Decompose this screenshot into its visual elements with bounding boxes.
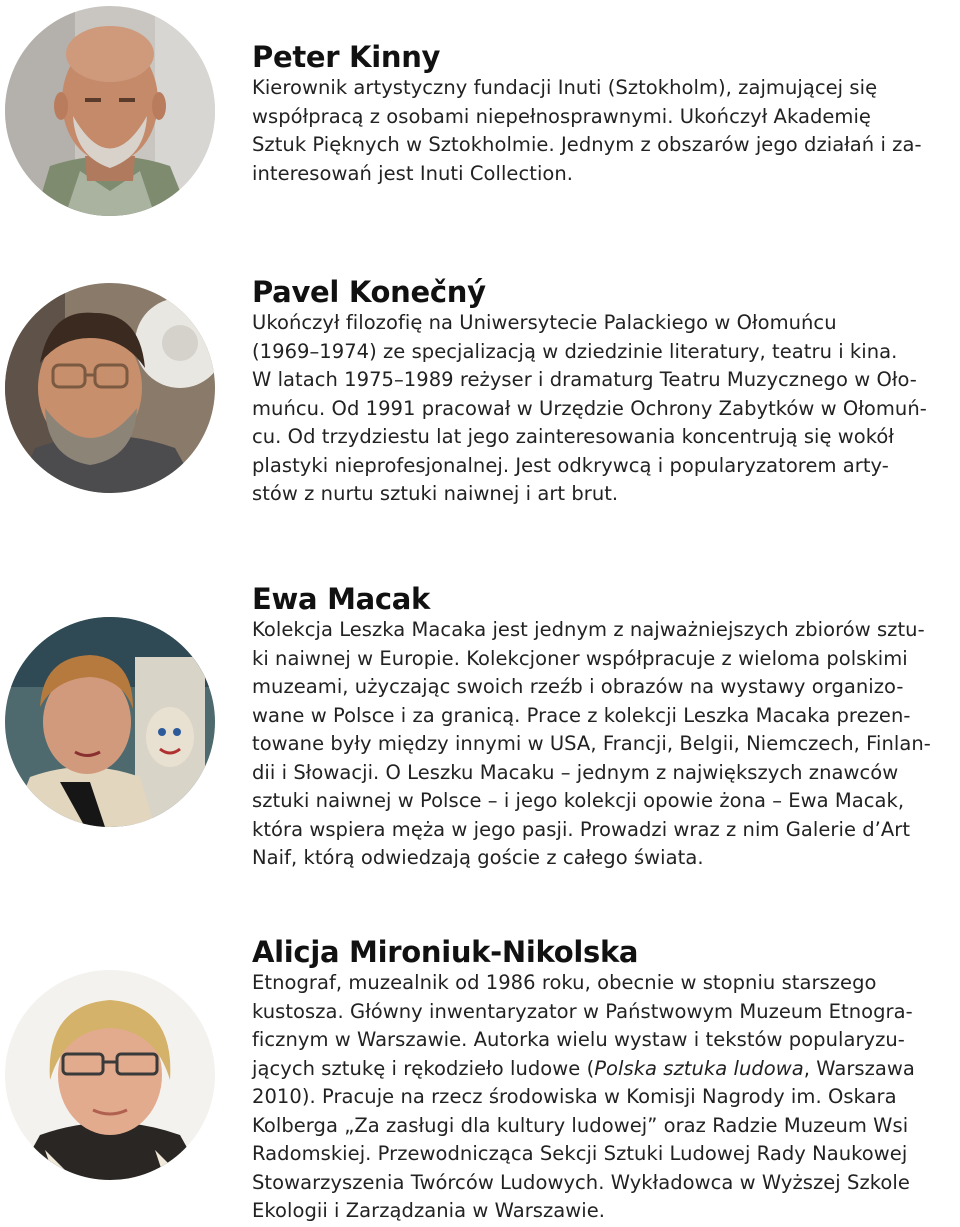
bio-line: ficznym w Warszawie. Autorka wielu wystaw i tekstów popularyzu- [252,1028,905,1051]
bio-line: sztuki naiwnej w Polsce – i jego kolekcji opowie żona – Ewa Macak, [252,789,905,812]
person-name: Pavel Konečný [252,275,486,309]
bio-line: muńcu. Od 1991 pracował w Urzędzie Ochrony Zabytków w Ołomuń- [252,396,927,420]
portrait-photo-alicja-mironiuk-nikolska [5,970,215,1180]
bio-line: Etnograf, muzealnik od 1986 roku, obecnie w stopniu starszego [252,971,877,994]
bio-line: W latach 1975–1989 reżyser i dramaturg Teatru Muzycznego w Oło- [252,368,917,391]
bio-line: wane w Polsce i za granicą. Prace z kolekcji Leszka Macaka prezen- [252,703,911,727]
bio-line: muzeami, użyczając swoich rzeźb i obrazów na wystawy organizo- [252,675,904,698]
person-name: Alicja Mironiuk-Nikolska [252,935,639,969]
bio-line: Ukończył filozofię na Uniwersytecie Palackiego w Ołomuńcu [252,311,837,334]
bio-line: cu. Od trzydziestu lat jego zainteresowania koncentrują się wokół [252,425,894,448]
person-bio [252,969,952,1226]
bio-line: kustosza. Główny inwentaryzator w Państwowym Muzeum Etnogra- [252,999,913,1023]
bio-line: 2010). Pracuje na rzecz środowiska w Komisji Nagrody im. Oskara [252,1085,897,1108]
person-name: Ewa Macak [252,582,431,616]
bio-line-with-title [252,1055,952,1084]
bio-line: ki naiwnej w Europie. Kolekcjoner współpracuje z wieloma polskimi [252,646,908,670]
bio-line: stów z nurtu sztuki naiwnej i art brut. [252,482,619,505]
bio-line: Sztuk Pięknych w Sztokholmie. Jednym z obszarów jego działań i za- [252,133,922,156]
bio-line: Radomskiej. Przewodnicząca Sekcji Sztuki Ludowej Rady Naukowej [252,1142,908,1165]
bio-line-suffix: , Warszawa [803,1056,915,1080]
bio-line: Kierownik artystyczny fundacji Inuti (Sztokholm), zajmującej się [252,76,878,99]
portrait-photo-pavel-konecny [5,283,215,493]
bio-line: Kolekcja Leszka Macaka jest jednym z najważniejszych zbiorów sztu- [252,618,925,641]
bio-line: która wspiera męża w jego pasji. Prowadzi wraz z nim Galerie d’Art [252,817,911,841]
person-bio [252,74,952,188]
portrait-photo-peter-kinny [5,6,215,216]
bio-line: interesowań jest Inuti Collection. [252,161,574,185]
person-name: Peter Kinny [252,40,441,74]
book-title: Polska sztuka ludowa [594,1056,804,1080]
bio-line: dii i Słowacji. O Leszku Macaku – jednym z największych znawców [252,760,899,784]
bio-line: Ekologii i Zarządzania w Warszawie. [252,1199,606,1222]
bio-line: (1969–1974) ze specjalizacją w dziedzinie literatury, teatru i kina. [252,339,898,363]
portrait-photo-ewa-macak [5,617,215,827]
bio-line: plastyki nieprofesjonalnej. Jest odkrywcą i popularyzatorem arty- [252,453,889,477]
bio-line: towane były między innymi w USA, Francji, Belgii, Niemczech, Finlan- [252,732,931,755]
bio-line: Stowarzyszenia Twórców Ludowych. Wykładowca w Wyższej Szkole [252,1170,910,1194]
bio-line: współpracą z osobami niepełnosprawnymi. Ukończył Akademię [252,104,871,128]
bio-line-prefix: jących sztukę i rękodzieło ludowe ( [252,1056,595,1080]
bio-line: Naif, którą odwiedzają goście z całego świata. [252,846,704,869]
person-bio [252,309,952,509]
bio-line: Kolberga „Za zasługi dla kultury ludowej” oraz Radzie Muzeum Wsi [252,1113,909,1137]
person-bio [252,616,952,873]
